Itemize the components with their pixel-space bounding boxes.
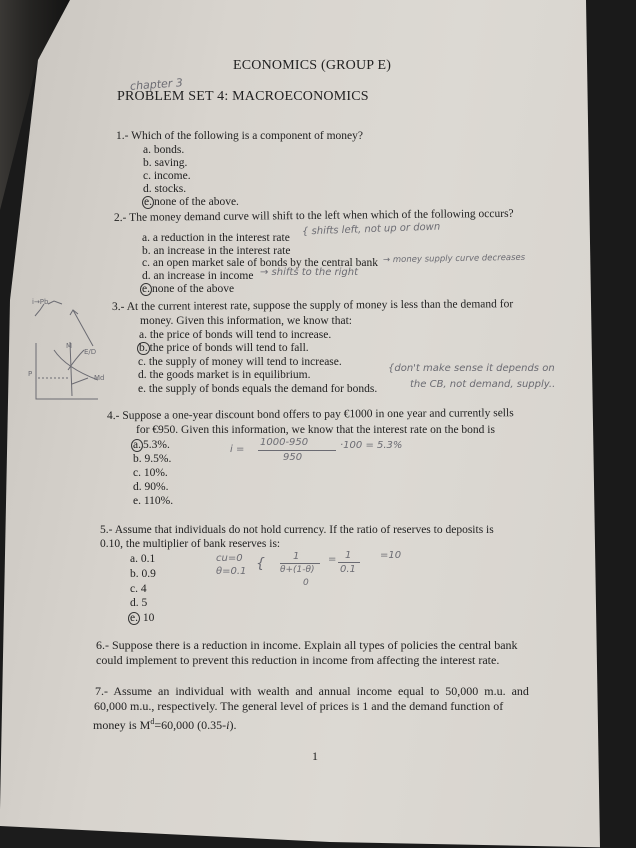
money-demand-function: money is $M^d=60,000$ (0.35-i). — [93, 717, 237, 732]
handwritten-result: =10 — [380, 550, 402, 561]
handwritten-calc-numerator: 1000-950 — [260, 437, 309, 448]
handwritten-note-ab: { shifts left, not up or down — [301, 221, 441, 238]
option-a: a. a reduction in the interest rate — [142, 232, 290, 244]
option-c: c. 4 — [130, 583, 147, 595]
question-text-cont: 60,000 m.u., respectively. The general level of prices is 1 and the demand function of — [94, 699, 504, 713]
question-text: Assume an individual with wealth and annual income equal to 50,000 m.u. and — [113, 684, 529, 698]
fraction-bar — [280, 563, 320, 564]
option-d: d. 90%. — [133, 481, 169, 493]
circled-answer: e. — [144, 196, 152, 208]
option-d: d. 5 — [130, 597, 148, 609]
question-number: 7.- — [95, 684, 108, 698]
option-a-selected: a. 5.3%. — [133, 439, 170, 451]
handwritten-frac2-num: 1 — [345, 550, 352, 561]
option-e-selected: e. 10 — [130, 612, 155, 624]
handwritten-calc-lhs: i = — [230, 444, 245, 455]
circled-answer: a. — [133, 439, 141, 451]
question-text-cont: for €950. Given this information, we know that the interest rate on the bond is — [136, 424, 495, 436]
sketch-label-md: Md — [94, 374, 105, 382]
page-number: 1 — [312, 749, 318, 763]
question-text: At the current interest rate, suppose the supply of money is less than the demand for — [126, 298, 514, 313]
question-number: 4.- — [106, 409, 120, 422]
handwritten-note-line1: {don't make sense it depends on — [388, 363, 555, 374]
handwritten-frac2-den: 0.1 — [340, 564, 356, 575]
option-d: d. stocks. — [143, 183, 187, 195]
fraction-bar — [338, 562, 360, 563]
question-number: 2.- — [113, 211, 127, 224]
fraction-bar — [258, 450, 336, 451]
handwritten-frac1-num: 1 — [293, 551, 300, 562]
handwritten-brace: { — [256, 556, 265, 572]
question-text: Suppose a one-year discount bond offers to pay €1000 in one year and currently sells — [122, 407, 514, 422]
circled-answer: e. — [142, 283, 150, 295]
question-number: 1.- — [116, 130, 129, 142]
circled-answer: b. — [139, 342, 148, 354]
sketch-label-m: M — [66, 342, 73, 350]
option-e: e. 110%. — [133, 495, 174, 507]
question-text: Assume that individuals do not hold currency. If the ratio of reserves to deposits is — [114, 524, 494, 536]
handwritten-given-cu: cu=0 — [216, 553, 243, 564]
option-b: b. 0.9 — [130, 568, 156, 580]
question-text-cont: could implement to prevent this reduction in income from affecting the interest rate. — [96, 653, 500, 667]
handwritten-given-theta: θ=0.1 — [216, 566, 247, 577]
option-b: b. 9.5%. — [133, 453, 172, 465]
question-number: 3.- — [111, 300, 125, 313]
option-d: d. an increase in income — [142, 270, 254, 282]
option-b: b. saving. — [143, 157, 188, 169]
handwritten-equals: = — [328, 554, 337, 565]
option-b-selected: b. the price of bonds will tend to fall. — [139, 342, 309, 354]
question-number: 5.- — [100, 524, 113, 536]
option-c: c. 10%. — [133, 467, 168, 479]
option-e-selected: e. none of the above. — [144, 196, 239, 208]
handwritten-note-d: → shifts to the right — [260, 267, 359, 278]
question-text: Which of the following is a component of money? — [131, 130, 363, 142]
course-title: ECONOMICS (GROUP E) — [233, 58, 392, 73]
problem-set-title: PROBLEM SET 4: MACROECONOMICS — [117, 89, 369, 104]
handwritten-note-c: → money supply curve decreases — [382, 252, 526, 266]
question-number: 6.- — [96, 638, 109, 652]
option-d: d. the goods market is in equilibrium. — [138, 369, 311, 381]
option-a: a. 0.1 — [130, 553, 156, 565]
sketch-label-ed: E/D — [84, 348, 97, 356]
sketch-label-top: i→Pb — [32, 298, 49, 306]
handwritten-frac1-den: θ+(1-θ) — [280, 565, 315, 575]
option-e: e. the supply of bonds equals the demand for bonds. — [138, 383, 378, 395]
handwritten-calc-denominator: 950 — [283, 452, 303, 463]
handwritten-note-line2: the CB, not demand, supply.. — [410, 379, 556, 390]
question-text-cont: 0.10, the multiplier of bank reserves is: — [100, 538, 281, 550]
option-c: c. an open market sale of bonds by the central bank — [142, 257, 378, 269]
circled-answer: e. — [130, 612, 138, 624]
handwritten-frac1-sub: 0 — [303, 578, 309, 588]
question-text-cont: money. Given this information, we know that: — [140, 315, 352, 327]
handwritten-chapter-note: chapter 3 — [129, 76, 184, 93]
sketch-label-pd: P — [28, 370, 33, 378]
option-a: a. bonds. — [143, 144, 185, 156]
option-c: c. the supply of money will tend to increase. — [138, 356, 342, 368]
supply-demand-sketch — [28, 298, 128, 408]
option-e-selected: e. none of the above — [142, 283, 235, 295]
handwritten-calc-result: ·100 = 5.3% — [340, 440, 403, 451]
question-text: The money demand curve will shift to the left when which of the following occurs? — [129, 207, 514, 224]
option-c: c. income. — [143, 170, 191, 182]
question-text: Suppose there is a reduction in income. Explain all types of policies the central bank — [112, 638, 518, 652]
option-b: b. an increase in the interest rate — [142, 245, 291, 257]
option-a: a. the price of bonds will tend to increase. — [139, 329, 332, 341]
